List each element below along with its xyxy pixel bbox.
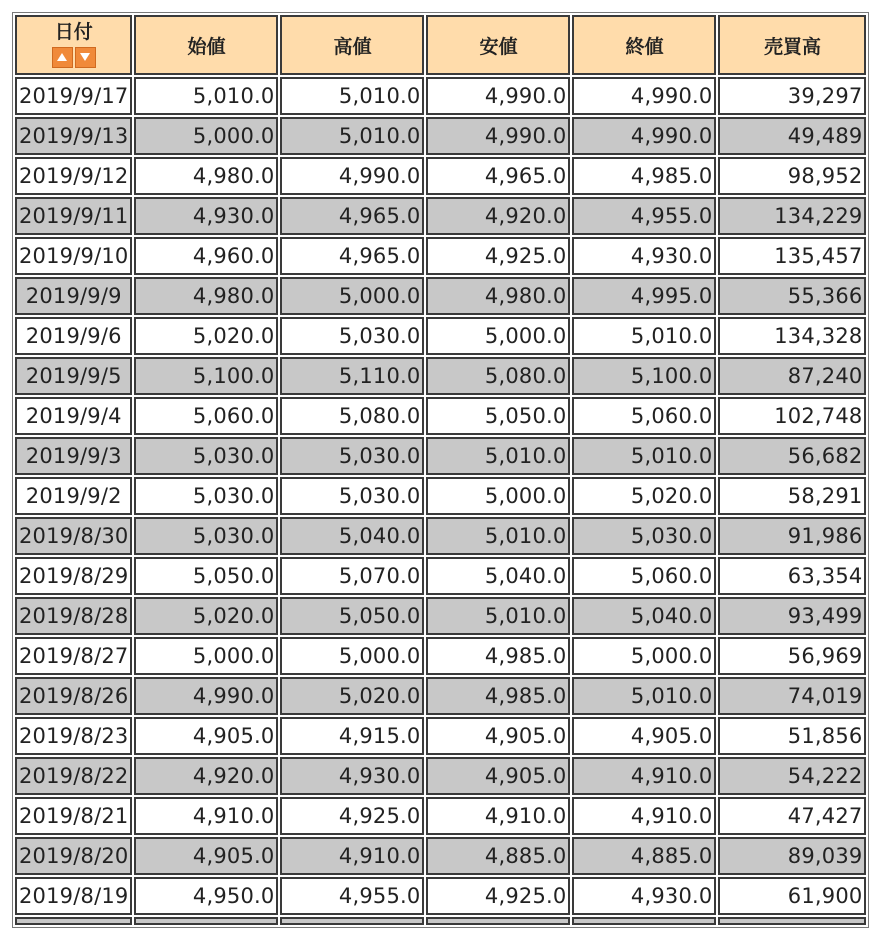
cell-close: 5,040.0: [572, 597, 716, 635]
table-row: [15, 677, 866, 715]
cell-open: 5,050.0: [134, 557, 278, 595]
cell-date: [15, 917, 132, 925]
cell-open: 4,950.0: [134, 877, 278, 915]
cell-close: 5,030.0: [572, 517, 716, 555]
cell-open: 4,980.0: [134, 157, 278, 195]
cell-volume: 56,682: [718, 437, 866, 475]
cell-open: 5,000.0: [134, 637, 278, 675]
cell-low: 5,080.0: [426, 357, 570, 395]
cell-high: 5,080.0: [280, 397, 424, 435]
cell-volume: 102,748: [718, 397, 866, 435]
cell-open: 5,030.0: [134, 477, 278, 515]
cell-open: [134, 917, 278, 925]
cell-low: 4,925.0: [426, 877, 570, 915]
cell-low: 4,910.0: [426, 797, 570, 835]
cell-date: 2019/9/12: [15, 157, 132, 195]
cell-high: 5,020.0: [280, 677, 424, 715]
cell-low: 4,905.0: [426, 757, 570, 795]
cell-high: 4,915.0: [280, 717, 424, 755]
cell-volume: 51,856: [718, 717, 866, 755]
cell-date: 2019/9/4: [15, 397, 132, 435]
cell-low: 5,050.0: [426, 397, 570, 435]
cell-date: 2019/9/11: [15, 197, 132, 235]
cell-close: 4,955.0: [572, 197, 716, 235]
table-row: [15, 837, 866, 875]
table-row: [15, 597, 866, 635]
cell-high: 5,050.0: [280, 597, 424, 635]
cell-close: 4,990.0: [572, 77, 716, 115]
cell-low: 5,010.0: [426, 597, 570, 635]
cell-close: 4,905.0: [572, 717, 716, 755]
cell-open: 4,930.0: [134, 197, 278, 235]
sort-controls: [19, 47, 128, 68]
table-row: [15, 357, 866, 395]
header-open: 始値: [134, 15, 278, 75]
header-close: 終値: [572, 15, 716, 75]
cell-low: 5,040.0: [426, 557, 570, 595]
cell-open: 4,990.0: [134, 677, 278, 715]
cell-high: 5,030.0: [280, 317, 424, 355]
cell-low: 4,985.0: [426, 637, 570, 675]
cell-high: 5,030.0: [280, 437, 424, 475]
table-row: [15, 557, 866, 595]
cell-open: 5,020.0: [134, 597, 278, 635]
cell-close: 4,995.0: [572, 277, 716, 315]
cell-volume: 58,291: [718, 477, 866, 515]
cell-date: 2019/9/9: [15, 277, 132, 315]
cell-low: 4,990.0: [426, 117, 570, 155]
cell-high: 5,030.0: [280, 477, 424, 515]
cell-volume: 55,366: [718, 277, 866, 315]
table-row: [15, 757, 866, 795]
cell-low: 4,990.0: [426, 77, 570, 115]
cell-date: 2019/8/27: [15, 637, 132, 675]
cell-low: [426, 917, 570, 925]
header-low: 安値: [426, 15, 570, 75]
table-row: [15, 877, 866, 915]
cell-close: 5,100.0: [572, 357, 716, 395]
cell-open: 5,030.0: [134, 517, 278, 555]
cell-close: [572, 917, 716, 925]
cell-volume: 63,354: [718, 557, 866, 595]
cell-date: 2019/8/26: [15, 677, 132, 715]
cell-close: 4,885.0: [572, 837, 716, 875]
cell-low: 4,965.0: [426, 157, 570, 195]
sort-ascending-icon[interactable]: [52, 47, 73, 68]
table-row: [15, 437, 866, 475]
cell-close: 5,060.0: [572, 557, 716, 595]
cell-high: 4,925.0: [280, 797, 424, 835]
cell-date: 2019/9/13: [15, 117, 132, 155]
cell-high: 5,070.0: [280, 557, 424, 595]
cell-high: 4,910.0: [280, 837, 424, 875]
cell-open: 5,100.0: [134, 357, 278, 395]
table-body: [15, 77, 866, 925]
cell-low: 4,980.0: [426, 277, 570, 315]
cell-volume: 61,900: [718, 877, 866, 915]
cell-volume: 93,499: [718, 597, 866, 635]
cell-open: 4,905.0: [134, 717, 278, 755]
cell-volume: 74,019: [718, 677, 866, 715]
cell-high: 5,000.0: [280, 637, 424, 675]
cell-high: 4,990.0: [280, 157, 424, 195]
table-row: [15, 637, 866, 675]
cell-open: 4,910.0: [134, 797, 278, 835]
cell-high: 5,010.0: [280, 77, 424, 115]
cell-close: 4,990.0: [572, 117, 716, 155]
cell-high: 4,930.0: [280, 757, 424, 795]
cell-high: 4,965.0: [280, 237, 424, 275]
cell-volume: 134,328: [718, 317, 866, 355]
cell-date: 2019/9/5: [15, 357, 132, 395]
cell-low: 4,905.0: [426, 717, 570, 755]
table-row: [15, 797, 866, 835]
cell-close: 4,985.0: [572, 157, 716, 195]
cell-volume: 56,969: [718, 637, 866, 675]
cell-volume: 135,457: [718, 237, 866, 275]
table-row: [15, 77, 866, 115]
cell-date: 2019/9/3: [15, 437, 132, 475]
table-row: [15, 197, 866, 235]
header-date: [15, 15, 132, 75]
table-row: [15, 277, 866, 315]
stock-price-table: [12, 12, 869, 928]
cell-low: 5,000.0: [426, 317, 570, 355]
table-row: [15, 157, 866, 195]
cell-date: 2019/9/6: [15, 317, 132, 355]
cell-close: 4,930.0: [572, 237, 716, 275]
cell-open: 4,920.0: [134, 757, 278, 795]
cell-volume: [718, 917, 866, 925]
cell-close: 4,910.0: [572, 757, 716, 795]
cell-high: 5,000.0: [280, 277, 424, 315]
cell-date: 2019/9/17: [15, 77, 132, 115]
cell-volume: 91,986: [718, 517, 866, 555]
table-row: [15, 517, 866, 555]
cell-open: 5,060.0: [134, 397, 278, 435]
cell-date: 2019/8/23: [15, 717, 132, 755]
cell-close: 5,000.0: [572, 637, 716, 675]
sort-descending-icon[interactable]: [75, 47, 96, 68]
cell-date: 2019/9/2: [15, 477, 132, 515]
table-row: [15, 717, 866, 755]
cell-open: 5,020.0: [134, 317, 278, 355]
cell-date: 2019/9/10: [15, 237, 132, 275]
cell-date: 2019/8/20: [15, 837, 132, 875]
header-high: 高値: [280, 15, 424, 75]
cell-volume: 54,222: [718, 757, 866, 795]
cell-date: 2019/8/19: [15, 877, 132, 915]
cell-open: 5,010.0: [134, 77, 278, 115]
cell-open: 4,905.0: [134, 837, 278, 875]
cell-open: 4,960.0: [134, 237, 278, 275]
table-row: [15, 237, 866, 275]
cell-volume: 98,952: [718, 157, 866, 195]
table-row-partial: [15, 917, 866, 925]
cell-close: 5,010.0: [572, 437, 716, 475]
header-volume: 売買高: [718, 15, 866, 75]
cell-volume: 89,039: [718, 837, 866, 875]
cell-high: 5,040.0: [280, 517, 424, 555]
header-date-label: 日付: [54, 22, 93, 43]
cell-low: 5,010.0: [426, 437, 570, 475]
cell-open: 5,030.0: [134, 437, 278, 475]
cell-volume: 134,229: [718, 197, 866, 235]
cell-high: [280, 917, 424, 925]
table-row: [15, 477, 866, 515]
cell-open: 4,980.0: [134, 277, 278, 315]
cell-high: 4,955.0: [280, 877, 424, 915]
cell-volume: 39,297: [718, 77, 866, 115]
cell-low: 5,010.0: [426, 517, 570, 555]
cell-volume: 87,240: [718, 357, 866, 395]
cell-low: 4,985.0: [426, 677, 570, 715]
cell-date: 2019/8/21: [15, 797, 132, 835]
cell-close: 4,930.0: [572, 877, 716, 915]
cell-low: 4,885.0: [426, 837, 570, 875]
cell-close: 5,010.0: [572, 677, 716, 715]
cell-close: 5,010.0: [572, 317, 716, 355]
cell-open: 5,000.0: [134, 117, 278, 155]
stock-history-container: [12, 12, 869, 928]
table-header-row: [15, 15, 866, 75]
cell-close: 5,060.0: [572, 397, 716, 435]
cell-volume: 49,489: [718, 117, 866, 155]
cell-low: 5,000.0: [426, 477, 570, 515]
cell-date: 2019/8/29: [15, 557, 132, 595]
cell-date: 2019/8/30: [15, 517, 132, 555]
table-row: [15, 317, 866, 355]
cell-low: 4,920.0: [426, 197, 570, 235]
cell-low: 4,925.0: [426, 237, 570, 275]
table-row: [15, 397, 866, 435]
cell-date: 2019/8/22: [15, 757, 132, 795]
table-row: [15, 117, 866, 155]
cell-high: 5,110.0: [280, 357, 424, 395]
cell-close: 5,020.0: [572, 477, 716, 515]
cell-close: 4,910.0: [572, 797, 716, 835]
cell-volume: 47,427: [718, 797, 866, 835]
cell-date: 2019/8/28: [15, 597, 132, 635]
cell-high: 4,965.0: [280, 197, 424, 235]
cell-high: 5,010.0: [280, 117, 424, 155]
